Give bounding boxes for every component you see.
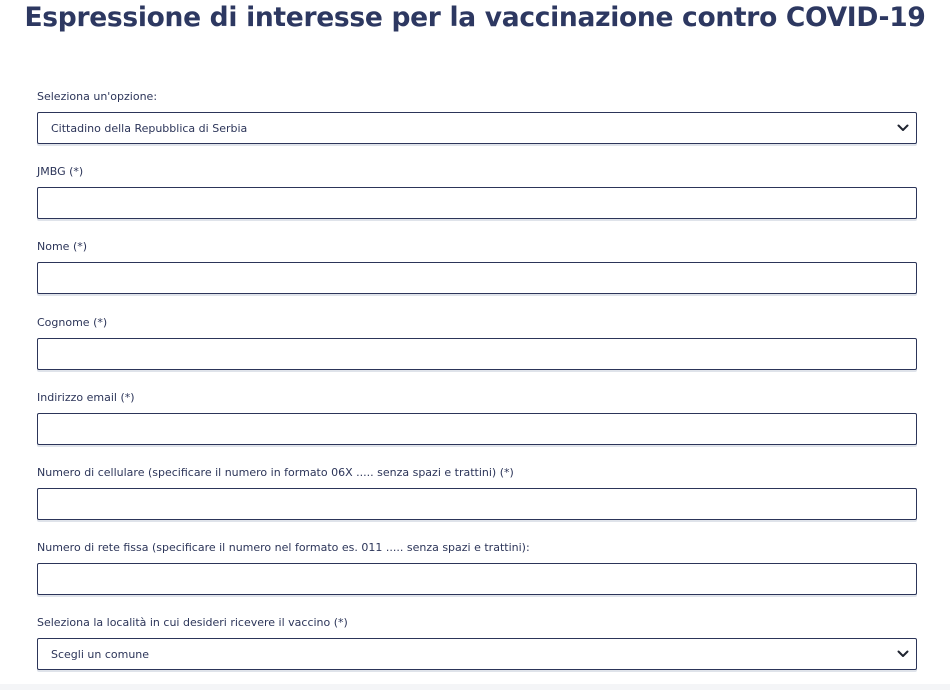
first-name-label: Nome (*) bbox=[37, 240, 88, 253]
mobile-input[interactable] bbox=[37, 488, 917, 520]
email-input[interactable] bbox=[37, 413, 917, 445]
page-bottom-divider bbox=[0, 684, 950, 690]
page-title: Espressione di interesse per la vaccinazione contro COVID-19 bbox=[24, 2, 926, 33]
jmbg-label: JMBG (*) bbox=[37, 165, 84, 178]
last-name-label: Cognome (*) bbox=[37, 316, 108, 329]
option-select[interactable] bbox=[37, 112, 917, 144]
last-name-input[interactable] bbox=[37, 338, 917, 370]
landline-input[interactable] bbox=[37, 563, 917, 595]
chevron-down-icon bbox=[896, 121, 910, 135]
location-select-value: Scegli un comune bbox=[51, 647, 150, 661]
landline-label: Numero di rete fissa (specificare il numero nel formato es. 011 ..... senza spazi e trattini): bbox=[37, 541, 530, 554]
mobile-label: Numero di cellulare (specificare il numero in formato 06X ..... senza spazi e trattini) (*) bbox=[37, 466, 514, 479]
option-select-label: Seleziona un'opzione: bbox=[37, 90, 158, 103]
first-name-input[interactable] bbox=[37, 262, 917, 294]
jmbg-input[interactable] bbox=[37, 187, 917, 219]
location-select-label: Seleziona la località in cui desideri ricevere il vaccino (*) bbox=[37, 616, 348, 629]
option-select-value: Cittadino della Repubblica di Serbia bbox=[51, 121, 248, 135]
email-label: Indirizzo email (*) bbox=[37, 391, 135, 404]
location-select[interactable] bbox=[37, 638, 917, 670]
chevron-down-icon bbox=[896, 647, 910, 661]
